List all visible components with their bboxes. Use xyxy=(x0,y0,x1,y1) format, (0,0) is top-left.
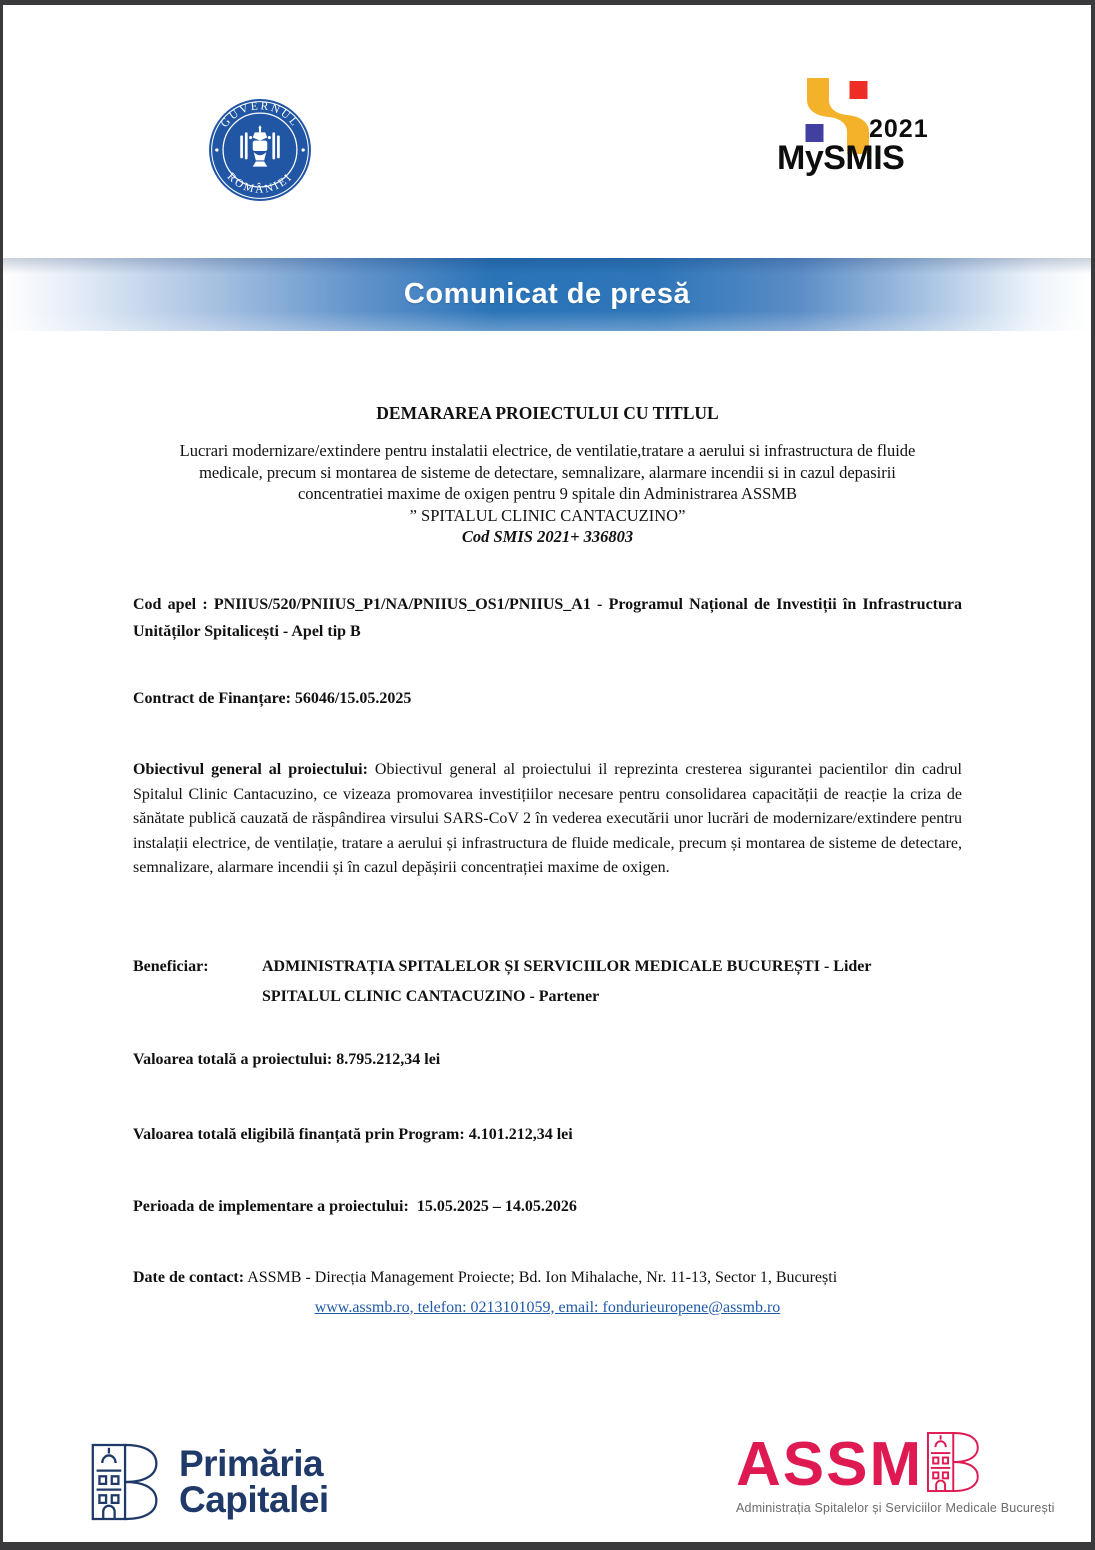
government-of-romania-seal-logo xyxy=(208,98,312,202)
call-code-paragraph xyxy=(133,591,962,645)
assmb-b-building-icon xyxy=(925,1429,983,1495)
beneficiary-row xyxy=(133,952,962,1012)
press-release-banner xyxy=(3,258,1091,331)
contact-link[interactable]: www.assmb.ro, telefon: 0213101059, email: fondurieuropene@assmb.ro xyxy=(314,1298,781,1316)
objective-paragraph xyxy=(133,758,962,881)
objective-text: Obiectivul general al proiectului il reprezinta cresterea sigurantei pacientilor din cadrul Spitalul Clinic Cantacuzino, ce vizeaza promovarea investițiilor necesare pentru consolidarea capacității de reacție la criza de sănătate publică cauzată de răspândirea virsului SARS-CoV 2 în vederea executării unor lucrări de modernizare/extindere pentru instalații electrice, de ventilație, tratare a aerului și infrastructura de fluide medicale, precum și montarea de sisteme de detectare, semnalizare, alarmare incendii și în cazul depășirii concentrației maxime de oxigen. xyxy=(133,761,962,876)
press-release-page xyxy=(3,5,1091,1542)
beneficiary-line-lead: ADMINISTRAȚIA SPITALELOR ȘI SERVICIILOR MEDICALE BUCUREȘTI - Lider xyxy=(262,958,872,975)
mysmis-name-label: MySMIS xyxy=(777,139,905,177)
primaria-b-building-icon xyxy=(89,1441,163,1523)
project-title-line: concentratiei maxime de oxigen pentru 9 spitale din Administrarea ASSMB xyxy=(297,484,798,503)
primaria-capitalei-logo xyxy=(89,1441,329,1523)
beneficiary-label: Beneficiar: xyxy=(133,958,209,975)
contact-section xyxy=(133,1264,962,1322)
svg-text:GUVERNUL: GUVERNUL xyxy=(218,100,302,130)
assmb-wordmark-row xyxy=(736,1429,1055,1499)
implementation-period-line: Perioada de implementare a proiectului: 15.05.2025 – 14.05.2026 xyxy=(133,1198,577,1215)
contact-label: Date de contact: xyxy=(133,1269,245,1286)
mysmis-red-square-icon xyxy=(849,81,868,99)
call-code-label: Cod apel : xyxy=(133,596,208,613)
assmb-logo xyxy=(736,1429,1055,1515)
document-title: DEMARAREA PROIECTULUI CU TITLUL xyxy=(376,403,719,423)
beneficiary-lines xyxy=(262,952,871,1012)
svg-text:ROMÂNIEI: ROMÂNIEI xyxy=(224,170,296,196)
primaria-wordmark xyxy=(179,1443,329,1520)
project-title-line: medicale, precum si montarea de sisteme de detectare, semnalizare, alarmare incendii si in cazul depasirii xyxy=(199,462,896,482)
financing-contract-line: Contract de Finanțare: 56046/15.05.2025 xyxy=(133,690,412,707)
contact-value: ASSMB - Direcția Management Proiecte; Bd. Ion Mihalache, Nr. 11-13, Sector 1, București xyxy=(247,1269,838,1286)
primaria-word-line: Primăria xyxy=(179,1443,324,1484)
assmb-subtitle: Administrația Spitalelor și Serviciilor Medicale București xyxy=(736,1501,1055,1515)
assmb-wordmark: ASSM xyxy=(736,1430,924,1499)
mysmis-2021-logo xyxy=(775,71,935,183)
project-title-line: ” SPITALUL CLINIC CANTACUZINO” xyxy=(409,505,686,525)
government-seal-icon xyxy=(208,98,312,202)
project-title xyxy=(133,440,962,548)
project-title-line: Lucrari modernizare/extindere pentru instalatii electrice, de ventilatie,tratare a aerului si infrastructura de fluide xyxy=(179,441,916,460)
contact-link-line xyxy=(133,1294,962,1323)
smis-code: Cod SMIS 2021+ 336803 xyxy=(461,527,634,546)
contact-line xyxy=(133,1264,962,1293)
banner-title: Comunicat de presă xyxy=(403,278,691,310)
primaria-word-line: Capitalei xyxy=(179,1479,329,1520)
objective-label: Obiectivul general al proiectului: xyxy=(133,761,368,778)
call-code-value: PNIIUS/520/PNIIUS_P1/NA/PNIIUS_OS1/PNIIUS_A1 - Programul Național de Investiții în Infrastructura Unităților Spitalicești - Apel tip B xyxy=(133,596,962,640)
mysmis-year-label: 2021 xyxy=(869,115,929,143)
beneficiary-line-partner: SPITALUL CLINIC CANTACUZINO - Partener xyxy=(262,988,600,1005)
total-value-line: Valoarea totală a proiectului: 8.795.212,34 lei xyxy=(133,1051,441,1068)
eligible-value-line: Valoarea totală eligibilă finanțată prin Program: 4.101.212,34 lei xyxy=(133,1126,573,1143)
